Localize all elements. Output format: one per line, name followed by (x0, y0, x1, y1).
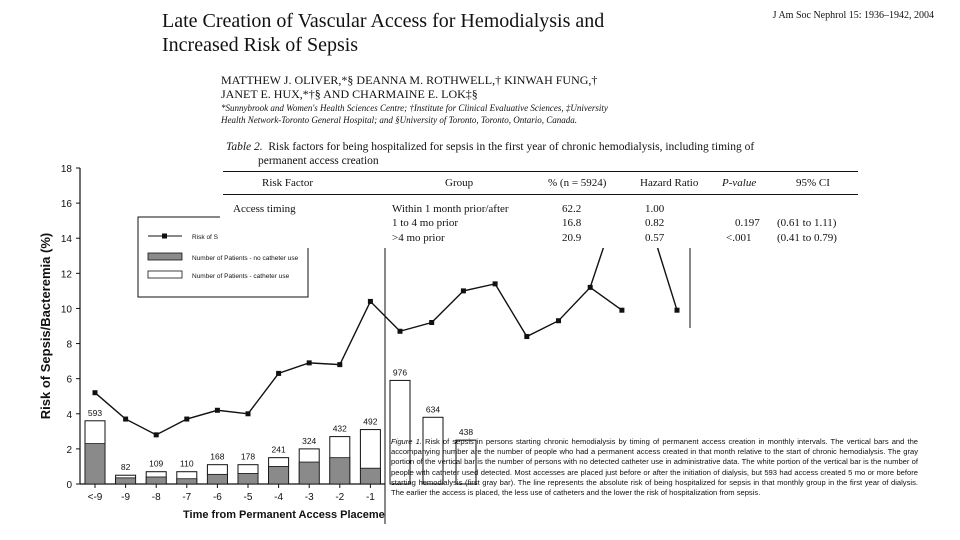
risk-line-segment (657, 246, 677, 310)
risk-point (429, 320, 434, 325)
table-caption-line-1: Risk factors for being hospitalized for sepsis in the first year of chronic hemodialysis, including timing of (268, 141, 755, 153)
table-cell: >4 mo prior (392, 232, 445, 244)
legend-label-risk: Risk of S (192, 234, 219, 241)
figure-caption (391, 437, 918, 498)
y-tick-label: 4 (66, 409, 72, 421)
title-line-2: Increased Risk of Sepsis (162, 34, 359, 56)
x-tick-label: -5 (243, 492, 253, 503)
bar-count-label: 492 (363, 416, 378, 427)
risk-point (215, 408, 220, 413)
table-cell: (0.61 to 1.11) (777, 217, 837, 229)
risk-point (619, 308, 624, 313)
table-caption-label: Table 2. (226, 141, 263, 153)
citation: J Am Soc Nephrol 15: 1936–1942, 2004 (772, 10, 934, 21)
table-rule-top (223, 171, 858, 172)
bar-no-catheter-use (299, 462, 319, 484)
risk-point (154, 432, 159, 437)
y-tick-label: 12 (60, 269, 72, 281)
risk-line-segment (590, 246, 604, 287)
legend-gray-swatch (148, 253, 182, 260)
legend-label-no-catheter: Number of Patients - no catheter use (192, 255, 299, 262)
y-tick-label: 8 (66, 339, 72, 351)
authors-line-1: MATTHEW J. OLIVER,*§ DEANNA M. ROTHWELL,† KINWAH FUNG,† (221, 73, 598, 87)
bar-no-catheter-use (360, 468, 380, 484)
affiliation-line-2: Health Network-Toronto General Hospital; and §University of Toronto, Toronto, Ontario, Canada. (221, 115, 578, 125)
y-tick-label: 6 (66, 374, 72, 386)
affiliations (221, 102, 741, 126)
x-tick-label: <-9 (87, 492, 103, 503)
legend-white-swatch (148, 271, 182, 278)
bar-no-catheter-use (330, 458, 350, 484)
risk-point (337, 362, 342, 367)
table-cell: 62.2 (562, 203, 582, 215)
table-cell: 0.57 (645, 232, 665, 244)
risk-point (246, 411, 251, 416)
x-tick-label: -4 (274, 492, 284, 503)
bar-count-label: 178 (240, 451, 256, 462)
x-tick-label: -9 (121, 492, 131, 503)
table-cell: Access timing (233, 203, 296, 215)
paper-title (162, 9, 722, 57)
figure-caption-text: Risk of sepsis in persons starting chronic hemodialysis by timing of permanent access creation in monthly intervals. The vertical bars and the accompanying number are the number of people who had a permanent access created in that month relative to the start of chronic hemodialysis. The gray portion of the vertical bar is the number of persons with no detected catheter use in administrative data. The white portion of the vertical bar is the number of people with catheter used detected. Most accesses are placed just before or after the initiation of dialysis, but 593 had access created 5 mo or more before starting hemodialysis (first gray bar). The line represents the absolute risk of being hospitalized for sepsis in that monthly group in the first year of dialysis. The earlier the access is placed, the less use of catheters and the lower the risk of hospitalization from sepsis. (391, 437, 919, 498)
risk-point (398, 329, 403, 334)
bar-count-label: 110 (180, 458, 194, 469)
table-header-p-value: P-value (722, 177, 757, 189)
risk-point (524, 334, 529, 339)
risk-line (95, 284, 622, 438)
bar-count-label: 432 (332, 423, 347, 434)
risk-point (493, 281, 498, 286)
risk-point (93, 390, 98, 395)
x-axis-label: Time from Permanent Access Placeme (183, 509, 385, 521)
bar-count-label: 109 (149, 458, 164, 469)
x-tick-label: -7 (182, 492, 192, 503)
x-tick-label: -2 (335, 492, 345, 503)
table-cell: 1.00 (645, 203, 665, 215)
author-list (221, 73, 761, 101)
y-tick-label: 16 (60, 199, 72, 211)
legend-point-swatch (162, 234, 167, 239)
authors-line-2: JANET E. HUX,*†§ AND CHARMAINE E. LOK‡§ (221, 87, 478, 101)
bar-no-catheter-use (207, 474, 227, 484)
bar-count-label: 324 (302, 435, 317, 446)
bar-no-catheter-use (269, 466, 289, 484)
y-tick-label: 10 (60, 304, 72, 316)
x-tick-label: -6 (212, 492, 222, 503)
bar-no-catheter-use (85, 444, 105, 484)
extra-bar-label: 634 (425, 404, 441, 415)
risk-point (276, 371, 281, 376)
y-tick-label: 2 (66, 444, 72, 456)
table-cell: 1 to 4 mo prior (392, 217, 458, 229)
extra-bar-label: 976 (392, 367, 408, 378)
bar-count-label: 82 (120, 462, 131, 473)
bar-no-catheter-use (116, 478, 136, 484)
table-caption-line-2: permanent access creation (258, 155, 379, 167)
table-caption (226, 140, 816, 168)
x-tick-label: -8 (151, 492, 161, 503)
affiliation-line-1: *Sunnybrook and Women's Health Sciences Centre; †Institute for Clinical Evaluative Sciences, ‡University (221, 103, 608, 113)
figure-caption-label: Figure 1. (391, 437, 422, 446)
extra-bar-label: 438 (458, 427, 474, 438)
table-header-group: Group (445, 177, 474, 189)
y-tick-label: 0 (66, 480, 72, 491)
bar-count-label: 593 (87, 407, 103, 418)
table-cell: 20.9 (562, 232, 582, 244)
x-tick-label: -1 (365, 492, 375, 503)
table-header-risk-factor: Risk Factor (262, 177, 314, 189)
y-axis-label: Risk of Sepsis/Bacteremia (%) (38, 232, 53, 420)
table-header-percent: % (n = 5924) (548, 177, 607, 189)
table-backdrop (220, 168, 865, 248)
risk-point (556, 318, 561, 323)
legend-label-catheter: Number of Patients - catheter use (192, 273, 290, 280)
table-header-ci: 95% CI (796, 177, 830, 189)
y-tick-label: 14 (60, 234, 72, 246)
risk-point (123, 417, 128, 422)
bar-no-catheter-use (146, 477, 166, 484)
bar-count-label: 241 (271, 444, 286, 455)
table-cell: 0.82 (645, 217, 665, 229)
x-tick-label: -3 (304, 492, 314, 503)
table-cell: Within 1 month prior/after (392, 203, 509, 215)
table-header-hazard-ratio: Hazard Ratio (640, 177, 699, 189)
risk-point (184, 417, 189, 422)
bar-no-catheter-use (238, 473, 258, 484)
bar-count-label: 168 (210, 451, 225, 462)
risk-point (307, 360, 312, 365)
table-rule-mid (223, 194, 858, 195)
risk-point (675, 308, 680, 313)
y-tick-label: 18 (60, 164, 72, 175)
table-cell: 16.8 (562, 217, 582, 229)
table-cell: <.001 (726, 232, 752, 244)
table-cell: 0.197 (735, 217, 760, 229)
risk-point (368, 299, 373, 304)
bar-no-catheter-use (177, 479, 197, 484)
table-cell: (0.41 to 0.79) (777, 232, 837, 244)
title-line-1: Late Creation of Vascular Access for Hemodialysis and (162, 10, 605, 32)
risk-point (461, 288, 466, 293)
